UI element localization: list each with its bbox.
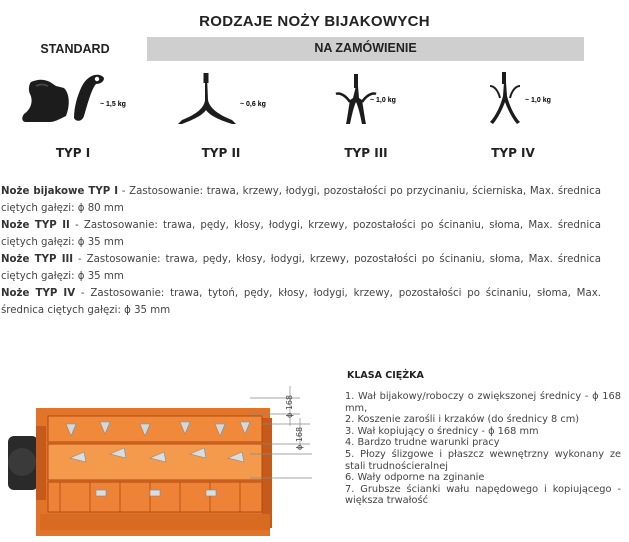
weight-typ-3: ~ 1,0 kg: [370, 97, 396, 104]
feature-item: 5. Płozy ślizgowe i płaszcz wewnętrzny wykonany ze stali trudnościeralnej: [345, 448, 621, 472]
blade-typ-1-icon: [22, 75, 104, 122]
weight-typ-4: ~ 1,0 kg: [525, 97, 551, 104]
description-typ-2: [1, 217, 601, 251]
feature-item: 6. Wały odporne na zginanie: [345, 472, 485, 484]
type-descriptions: [1, 183, 601, 319]
mulcher-drawing: [0, 378, 330, 542]
description-text: - Zastosowanie: trawa, krzewy, łodygi, pozostałości po przycinaniu, ścierniska, Max. średnica ciętych gałęzi: ϕ 80 mm: [1, 186, 601, 214]
standard-header: STANDARD: [40, 42, 110, 56]
description-text: - Zastosowanie: trawa, pędy, kłosy, łodygi, krzewy, pozostałości po ścinaniu, słoma, Max. średnica ciętych gałęzi: ϕ 35 mm: [1, 220, 601, 248]
description-name: Noże TYP IV: [1, 288, 76, 299]
on-order-header: NA ZAMÓWIENIE: [314, 41, 417, 55]
blade-typ-4-icon: [490, 72, 520, 124]
description-typ-4: [1, 285, 601, 319]
type-label-4: TYP IV: [491, 146, 535, 160]
type-label-3: TYP III: [344, 146, 388, 160]
type-label-2: TYP II: [201, 146, 241, 160]
type-label-1: TYP I: [55, 146, 91, 160]
feature-item: 7. Grubsze ścianki wału napędowego i kopiującego - większa trwałość: [345, 483, 621, 507]
feature-item: 1. Wał bijakowy/roboczy o zwiększonej średnicy - ϕ 168 mm,: [345, 391, 621, 414]
blade-illustrations: [0, 62, 629, 142]
feature-item: 4. Bardzo trudne warunki pracy: [345, 437, 500, 449]
description-name: Noże TYP III: [1, 254, 74, 265]
blade-typ-2-icon: [178, 73, 236, 124]
description-text: - Zastosowanie: trawa, tytoń, pędy, kłosy, łodygi, krzewy, pozostałości po ścinaniu, słoma, Max. średnica ciętych gałęzi: ϕ 35 mm: [1, 288, 601, 316]
description-name: Noże TYP II: [1, 220, 70, 231]
feature-list: [345, 391, 621, 507]
description-typ-1: [1, 183, 601, 217]
page-title: RODZAJE NOŻY BIJAKOWYCH: [199, 13, 430, 30]
dimension-middle: ϕ 168: [295, 426, 304, 450]
feature-item: 2. Koszenie zarośli i krzaków (do średnicy 8 cm): [345, 414, 580, 426]
description-typ-3: [1, 251, 601, 285]
description-text: - Zastosowanie: trawa, pędy, kłosy, łodygi, krzewy, pozostałości po ścinaniu, słoma, Max. średnica ciętych gałęzi: ϕ 35 mm: [1, 254, 601, 282]
weight-typ-2: ~ 0,6 kg: [240, 101, 266, 108]
feature-item: 3. Wał kopiujący o średnicy - ϕ 168 mm: [345, 425, 539, 437]
dimension-top: ϕ 168: [285, 394, 294, 418]
class-heading: KLASA CIĘŻKA: [347, 370, 424, 381]
weight-typ-1: ~ 1,5 kg: [100, 101, 126, 108]
description-name: Noże bijakowe TYP I: [1, 186, 119, 197]
